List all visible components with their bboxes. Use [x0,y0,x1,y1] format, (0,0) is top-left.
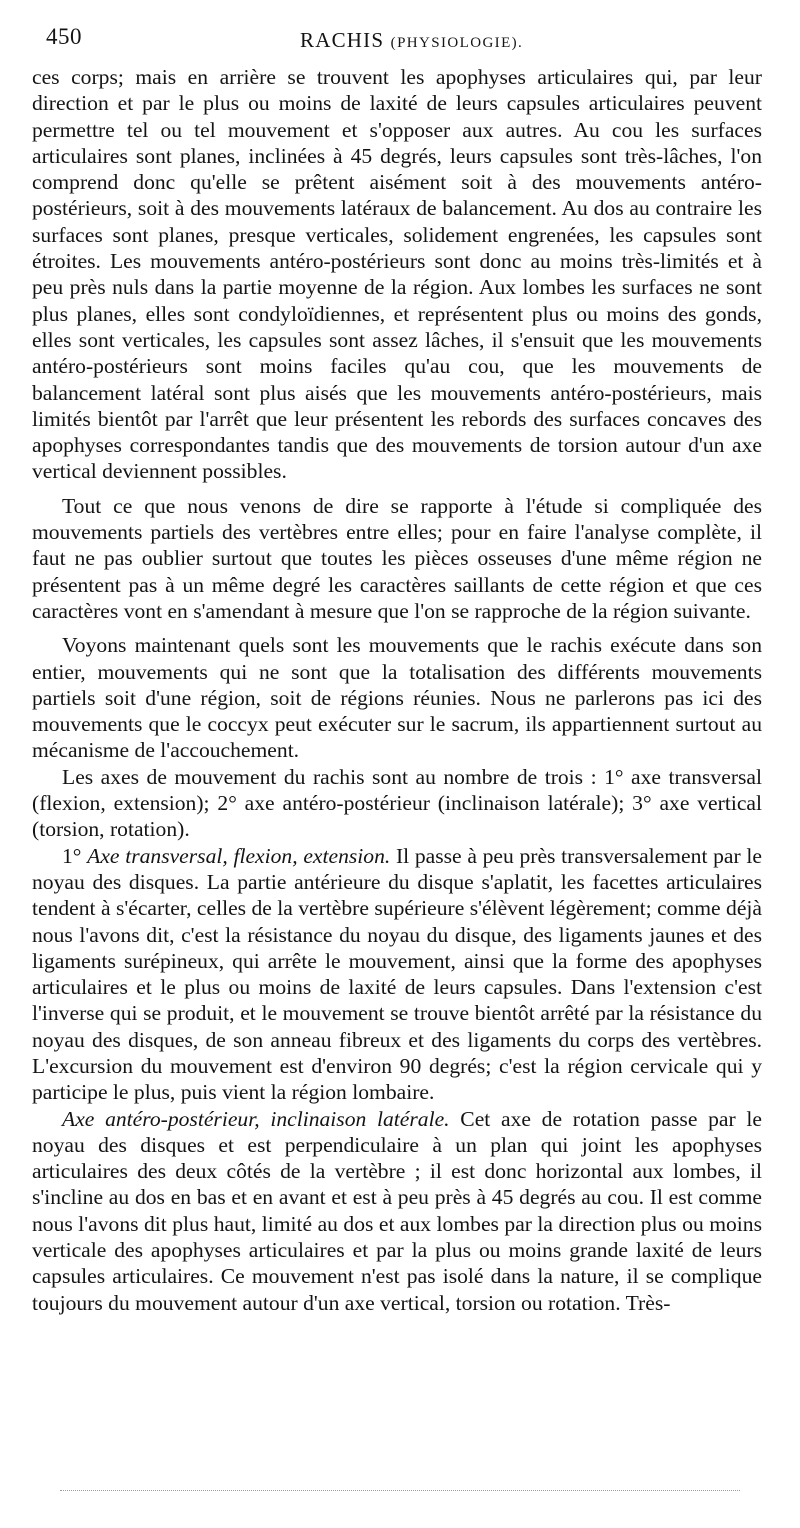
paragraph: Les axes de mouvement du rachis sont au nombre de trois : 1° axe transversal (flexion, extension); 2° axe antéro-postérieur (inclinaison latérale); 3° axe vertical (torsion, rotation). [32,764,762,842]
footer-dotted-rule [60,1490,740,1491]
section-paragraph [32,843,762,1106]
running-head-title [300,28,523,53]
section-paragraph [32,1106,762,1316]
paragraph: Voyons maintenant quels sont les mouvements que le rachis exécute dans son entier, mouvements qui ne sont que la totalisation des différents mouvements partiels soit d'une région, soit de régions réunies. Nous ne parlerons pas ici des mouvements que le coccyx peut exécuter sur le sacrum, ils appartiennent surtout au mécanisme de l'accouchement. [32,633,762,763]
page-number: 450 [46,24,82,49]
section-heading: Axe antéro-postérieur, inclinaison latérale. [62,1106,450,1131]
paragraph-continuation: ces corps; mais en arrière se trouvent les apophyses articulaires qui, par leur direction et par le plus ou moins de laxité de leurs capsules articulaires peuvent permettre tel ou tel mouvement et s'opposer aux autres. Au cou les surfaces articulaires sont planes, inclinées à 45 degrés, leurs capsules sont très-lâches, l'on comprend donc qu'elle se prêtent aisément soit à des mouvements antéro-postérieurs, soit à des mouvements latéraux de balancement. Au dos au contraire les surfaces sont planes, presque verticales, solidement engrenées, les capsules sont étroites. Les mouvements antéro-postérieurs sont donc au moins très-limités et à peu près nuls dans la partie moyenne de la région. Aux lombes les surfaces ne sont plus planes, elles sont condyloïdiennes, et représentent plus ou moins des gonds, elles sont verticales, les capsules sont assez lâches, il s'ensuit que les mouvements antéro-postérieurs sont moins faciles qu'au cou, que les mouvements de balancement latéral sont plus aisés que les mouvements antéro-postérieurs, mais limités bientôt par l'arrêt que leur présentent les rebords des surfaces concaves des apophyses correspondantes tandis que des mouvements de torsion autour d'un axe vertical deviennent possibles. [32,65,762,484]
section-text: Cet axe de rotation passe par le noyau des disques et est perpendiculaire à un plan qui joint les apophyses articulaires des deux côtés de la vertèbre ; il est donc horizontal aux lombes, il s'incline au dos en bas et en avant et est à peu près à 45 degrés au cou. Il est comme nous l'avons dit plus haut, limité au dos et aux lombes par la direction plus ou moins verticale des apophyses articulaires et par la plus ou moins grande laxité de leurs capsules articulaires. Ce mouvement n'est pas isolé dans la nature, il se complique toujours du mouvement autour d'un axe vertical, torsion ou rotation. Très- [32,1106,762,1315]
body-text [32,64,762,1316]
running-head [32,10,772,50]
section-number: 1° [62,843,88,868]
section-text: Il passe à peu près transversalement par le noyau des disques. La partie antérieure du disque s'aplatit, les facettes articulaires tendent à s'écarter, celles de la vertèbre supérieure s'élèvent légèrement; comme déjà nous l'avons dit, c'est la résistance du noyau du disque, des ligaments jaunes et des ligaments surépineux, qui arrête le mouvement, ainsi que la forme des apophyses articulaires et le plus ou moins de laxité de leurs capsules. Dans l'extension c'est l'inverse qui se produit, et le mouvement se trouve bientôt arrêté par la résistance du noyau des disques, de son anneau fibreux et des ligaments du corps des vertèbres. L'excursion du mouvement est d'environ 90 degrés; c'est la région cervicale qui y participe le plus, puis vient la région lombaire. [32,843,762,1105]
running-head-subtitle: (PHYSIOLOGIE). [390,35,524,51]
running-head-title-main: RACHIS [300,28,385,52]
paragraph: Tout ce que nous venons de dire se rapporte à l'étude si compliquée des mouvements partiels des vertèbres entre elles; pour en faire l'analyse complète, il faut ne pas oublier surtout que toutes les pièces osseuses d'une même région ne présentent pas à un même degré les caractères saillants de cette région et que ces caractères vont en s'amendant à mesure que l'on se rapproche de la région suivante. [32,493,762,623]
section-heading: Axe transversal, flexion, extension. [87,843,391,868]
